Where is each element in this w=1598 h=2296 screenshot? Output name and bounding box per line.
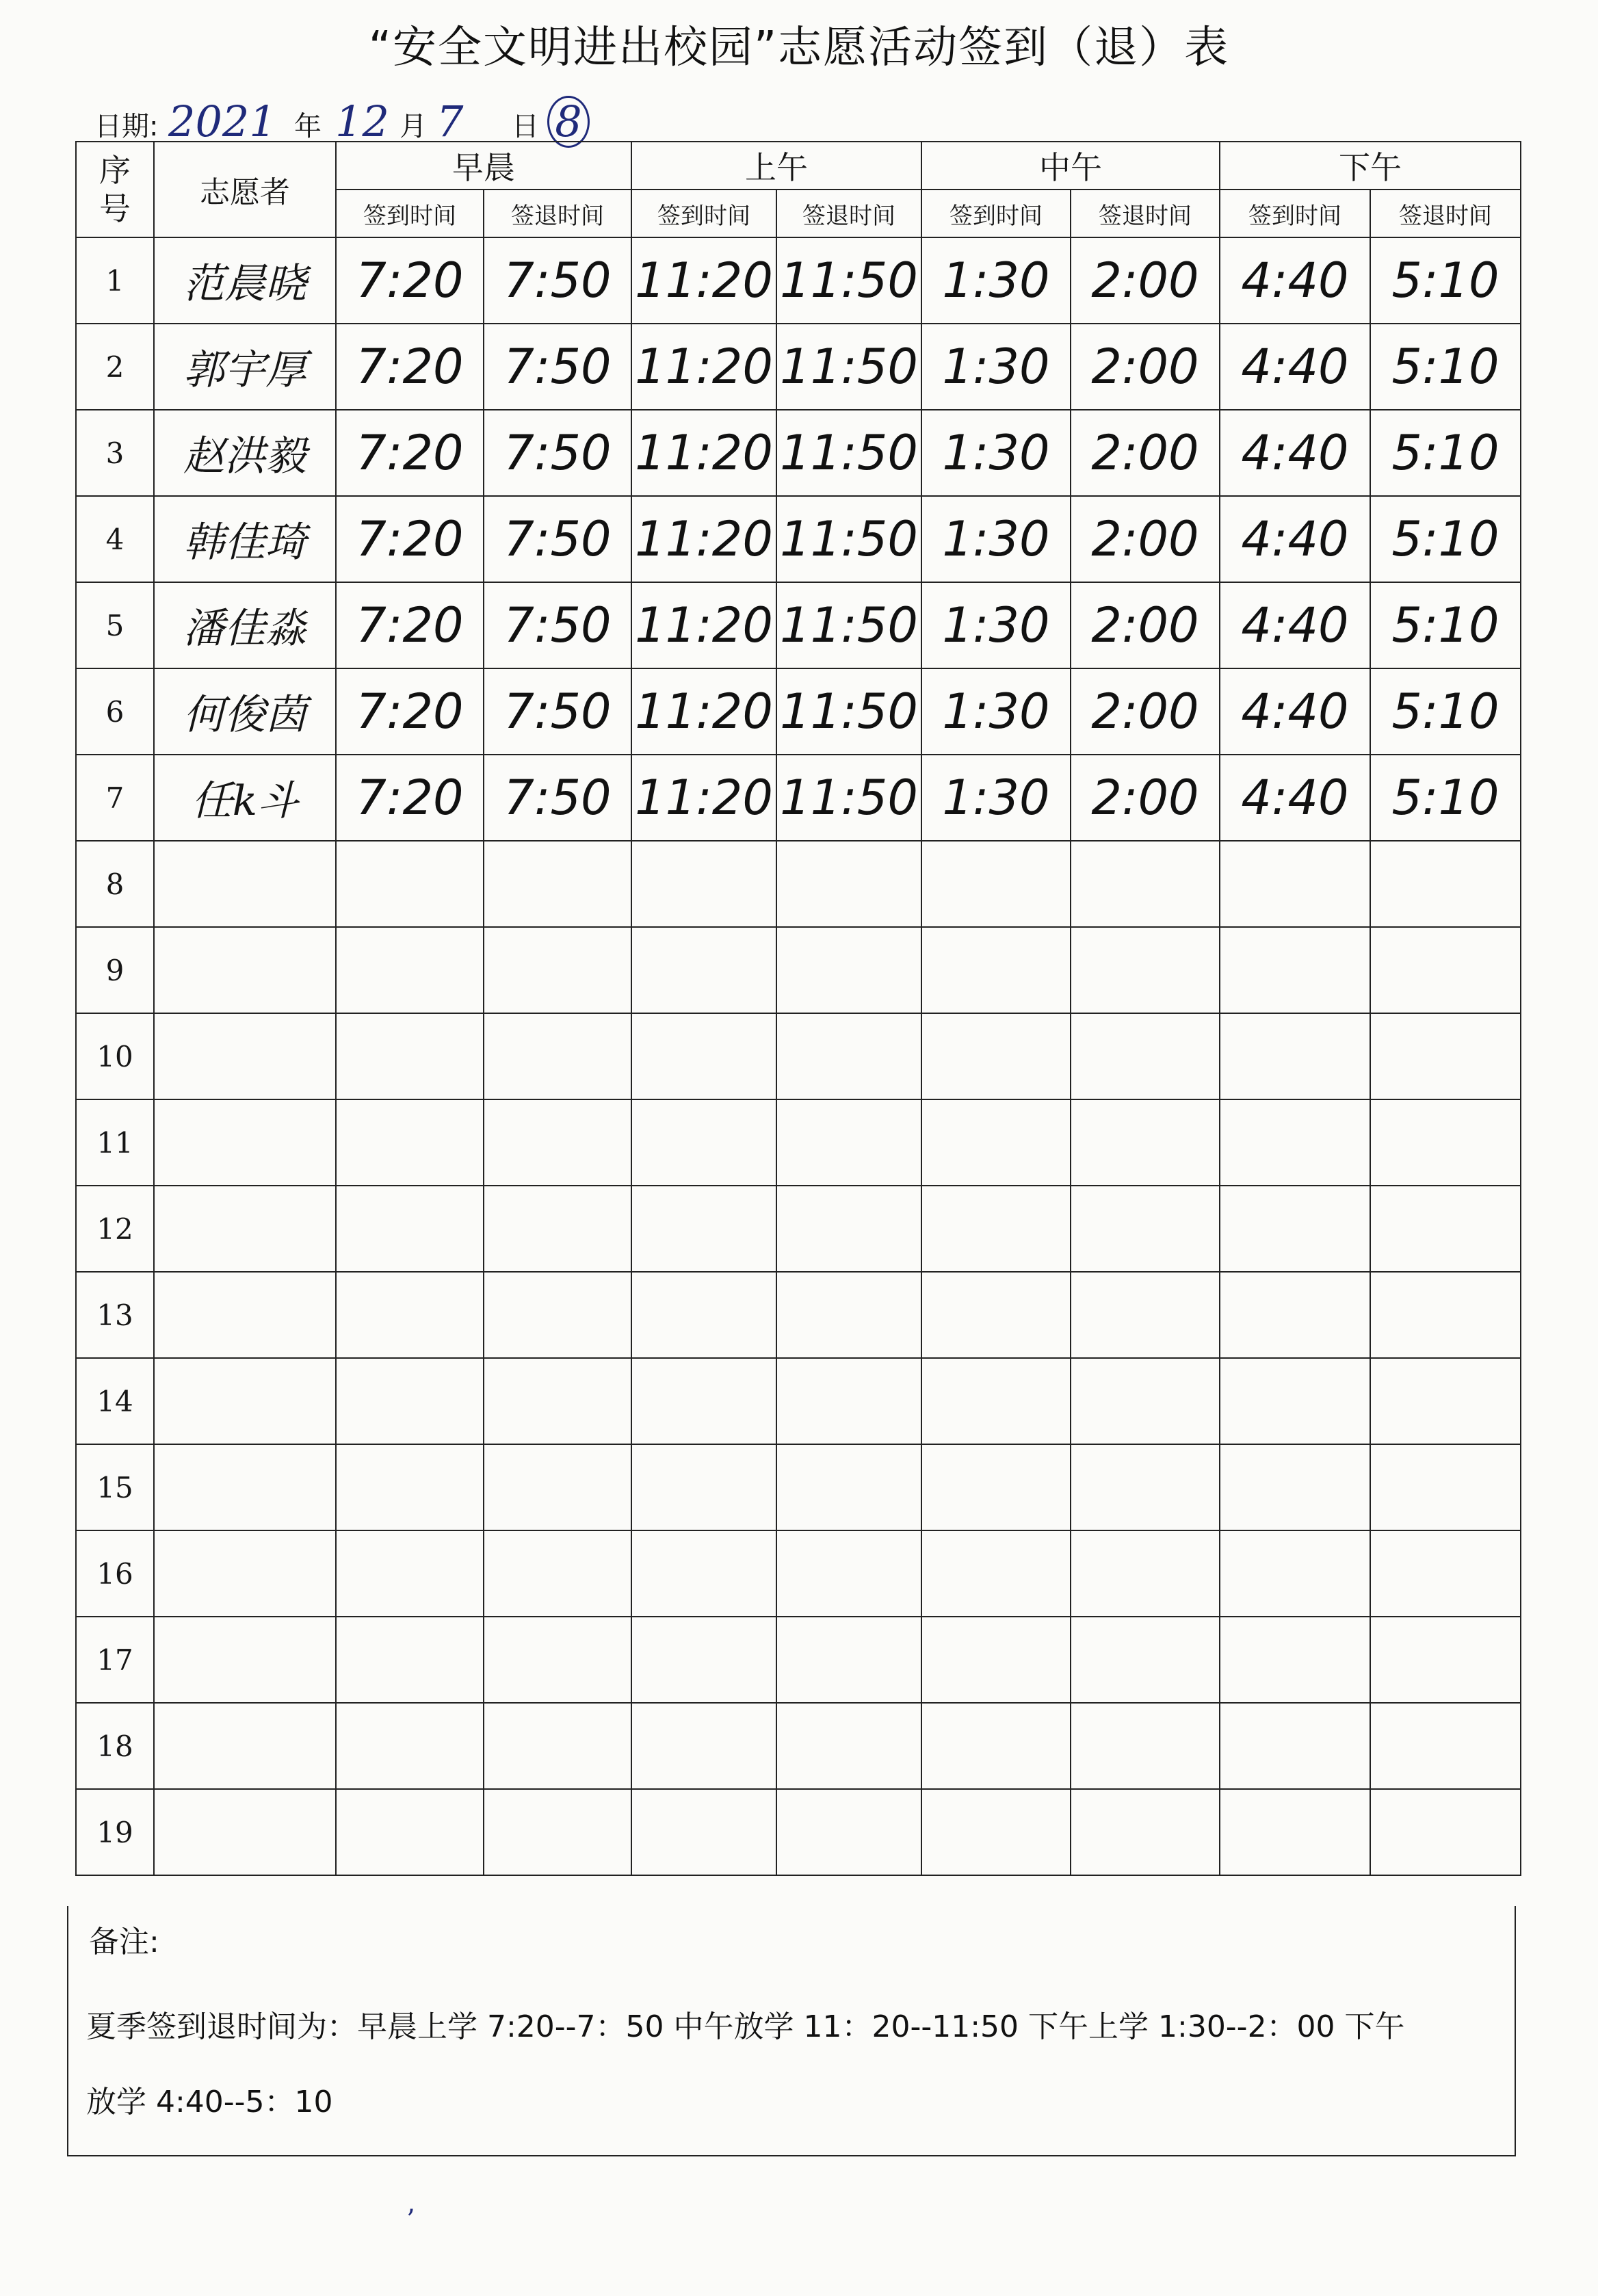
row-index: 14	[76, 1358, 154, 1444]
sign-in-time	[921, 1272, 1071, 1358]
sign-out-time: 2:00	[1071, 668, 1220, 755]
sign-in-time: 1:30	[921, 582, 1071, 668]
sign-out-time	[776, 1617, 921, 1703]
volunteer-name	[154, 1186, 336, 1272]
sign-out-time	[484, 1186, 631, 1272]
sign-in-time: 7:20	[336, 237, 484, 324]
row-index: 1	[76, 237, 154, 324]
date-month-value: 12	[335, 96, 389, 146]
table-row	[76, 1186, 1521, 1272]
date-year-value: 2021	[168, 96, 276, 146]
volunteer-name	[154, 927, 336, 1013]
sign-in-time: 4:40	[1220, 668, 1370, 755]
sign-in-time	[921, 1186, 1071, 1272]
row-index: 2	[76, 324, 154, 410]
sign-in-time: 11:20	[631, 410, 776, 496]
sign-out-time	[776, 1703, 921, 1789]
sign-in-time: 7:20	[336, 668, 484, 755]
sign-in-header: 签到时间	[336, 190, 484, 237]
sign-in-time: 1:30	[921, 496, 1071, 582]
sign-in-time	[336, 1789, 484, 1875]
volunteer-name: 任k斗	[154, 755, 336, 841]
sign-out-time	[484, 1272, 631, 1358]
volunteer-name: 郭宇厚	[154, 324, 336, 410]
sign-in-time	[921, 1789, 1071, 1875]
table-row	[76, 1703, 1521, 1789]
sign-out-time	[1071, 1789, 1220, 1875]
sign-in-time: 1:30	[921, 755, 1071, 841]
sign-out-time	[776, 927, 921, 1013]
volunteer-name	[154, 1703, 336, 1789]
sign-in-time: 1:30	[921, 668, 1071, 755]
date-day-circled: 8	[547, 96, 590, 148]
table-row	[76, 1530, 1521, 1617]
sign-out-time	[1071, 1703, 1220, 1789]
sign-in-time	[336, 1272, 484, 1358]
sign-out-time	[484, 1617, 631, 1703]
sign-out-time	[776, 1530, 921, 1617]
volunteer-name	[154, 1617, 336, 1703]
volunteer-name	[154, 1530, 336, 1617]
sign-out-time: 11:50	[776, 496, 921, 582]
sign-in-time	[336, 1099, 484, 1186]
sign-in-time: 4:40	[1220, 237, 1370, 324]
sign-out-time	[1370, 1013, 1521, 1099]
sign-in-time	[631, 1444, 776, 1530]
sign-in-time: 1:30	[921, 410, 1071, 496]
sign-in-time	[631, 1099, 776, 1186]
sign-out-time: 5:10	[1370, 755, 1521, 841]
table-row	[76, 668, 1521, 755]
sign-out-time: 2:00	[1071, 496, 1220, 582]
sign-out-time	[1370, 841, 1521, 927]
sign-out-time: 5:10	[1370, 582, 1521, 668]
sign-out-time: 11:50	[776, 755, 921, 841]
sign-in-time: 11:20	[631, 237, 776, 324]
notes-line-1: 夏季签到退时间为：早晨上学 7:20--7：50 中午放学 11：20--11:50 下午上学 1:30--2：00 下午	[86, 2009, 1405, 2044]
sign-out-time	[1071, 1530, 1220, 1617]
sign-in-time	[921, 1530, 1071, 1617]
table-row	[76, 237, 1521, 324]
notes-box	[67, 1906, 1516, 2156]
table-row	[76, 1013, 1521, 1099]
date-month-label: 月	[400, 111, 427, 142]
sign-out-time	[1071, 927, 1220, 1013]
sign-in-time: 4:40	[1220, 496, 1370, 582]
sign-out-time	[1370, 1789, 1521, 1875]
sign-in-time: 7:20	[336, 496, 484, 582]
table-row	[76, 1272, 1521, 1358]
sign-in-time: 1:30	[921, 324, 1071, 410]
row-index: 4	[76, 496, 154, 582]
sign-in-time	[631, 1186, 776, 1272]
sign-in-time	[631, 1358, 776, 1444]
index-header	[76, 142, 154, 237]
table-row	[76, 1617, 1521, 1703]
sign-in-time	[631, 927, 776, 1013]
row-index: 5	[76, 582, 154, 668]
sign-out-time	[1370, 1272, 1521, 1358]
sign-in-time: 4:40	[1220, 410, 1370, 496]
table-row	[76, 410, 1521, 496]
sign-in-time	[631, 1789, 776, 1875]
sign-out-time: 11:50	[776, 237, 921, 324]
table-row	[76, 496, 1521, 582]
index-header-text: 序号	[99, 152, 131, 227]
table-body	[76, 237, 1521, 1875]
sign-in-time	[921, 927, 1071, 1013]
volunteer-name	[154, 1272, 336, 1358]
sign-in-time: 7:20	[336, 324, 484, 410]
volunteer-name	[154, 841, 336, 927]
sign-out-time	[484, 1358, 631, 1444]
sign-in-time: 7:20	[336, 755, 484, 841]
sign-out-time	[776, 1358, 921, 1444]
sign-out-time: 7:50	[484, 410, 631, 496]
period-header-afternoon: 下午	[1220, 142, 1521, 190]
sign-in-time	[336, 1617, 484, 1703]
sign-out-time: 11:50	[776, 582, 921, 668]
sign-in-time	[336, 1530, 484, 1617]
sign-in-time	[631, 1530, 776, 1617]
row-index: 10	[76, 1013, 154, 1099]
volunteer-name: 赵洪毅	[154, 410, 336, 496]
row-index: 8	[76, 841, 154, 927]
sign-out-time: 2:00	[1071, 755, 1220, 841]
sign-in-time	[921, 1617, 1071, 1703]
sign-in-time: 11:20	[631, 668, 776, 755]
sign-out-time: 5:10	[1370, 324, 1521, 410]
sign-out-time	[776, 1013, 921, 1099]
sign-out-time	[1071, 1444, 1220, 1530]
row-index: 16	[76, 1530, 154, 1617]
sign-in-time	[336, 1358, 484, 1444]
row-index: 15	[76, 1444, 154, 1530]
sign-out-time	[484, 1013, 631, 1099]
sign-out-time: 7:50	[484, 496, 631, 582]
table-row	[76, 1099, 1521, 1186]
sign-out-time: 11:50	[776, 410, 921, 496]
sign-in-time: 1:30	[921, 237, 1071, 324]
sign-in-time	[336, 1703, 484, 1789]
sign-out-time	[484, 841, 631, 927]
sign-out-time: 7:50	[484, 582, 631, 668]
sign-in-time	[921, 1013, 1071, 1099]
sign-out-time	[1071, 1272, 1220, 1358]
sign-in-time	[1220, 1186, 1370, 1272]
sign-out-time	[1370, 1358, 1521, 1444]
sign-in-time	[1220, 1617, 1370, 1703]
sign-in-time	[1220, 1358, 1370, 1444]
sign-out-time: 2:00	[1071, 237, 1220, 324]
date-day-label: 日	[512, 111, 539, 142]
sign-out-time	[1071, 1099, 1220, 1186]
sign-out-time	[1071, 841, 1220, 927]
sign-in-time	[921, 1703, 1071, 1789]
date-day-value: 7	[436, 96, 464, 146]
signin-table	[75, 141, 1521, 1876]
sign-out-header: 签退时间	[484, 190, 631, 237]
volunteer-name: 范晨晓	[154, 237, 336, 324]
sign-in-time	[921, 1099, 1071, 1186]
sign-out-time	[776, 841, 921, 927]
sign-in-time	[336, 1186, 484, 1272]
sign-out-time	[776, 1272, 921, 1358]
sign-out-time: 2:00	[1071, 410, 1220, 496]
notes-label: 备注:	[89, 1925, 159, 1959]
sign-out-time	[1071, 1186, 1220, 1272]
sign-out-time	[1071, 1013, 1220, 1099]
sign-in-time	[921, 1444, 1071, 1530]
sign-out-time: 5:10	[1370, 410, 1521, 496]
volunteer-name	[154, 1789, 336, 1875]
sign-out-time	[484, 1530, 631, 1617]
sign-out-time: 11:50	[776, 324, 921, 410]
sign-out-time	[484, 927, 631, 1013]
table-row	[76, 582, 1521, 668]
sign-in-header: 签到时间	[1220, 190, 1370, 237]
table-row	[76, 324, 1521, 410]
sign-in-time	[1220, 1099, 1370, 1186]
sign-in-time	[631, 1617, 776, 1703]
sign-out-time	[776, 1186, 921, 1272]
table-row	[76, 841, 1521, 927]
sign-out-time	[484, 1099, 631, 1186]
volunteer-name	[154, 1444, 336, 1530]
sign-in-time	[1220, 1013, 1370, 1099]
volunteer-header: 志愿者	[154, 142, 336, 237]
form-title: “安全文明进出校园”志愿活动签到（退）表	[368, 23, 1230, 73]
period-header-forenoon: 上午	[631, 142, 921, 190]
sign-out-time	[1370, 927, 1521, 1013]
period-header-morning: 早晨	[336, 142, 631, 190]
sign-in-time	[1220, 927, 1370, 1013]
sign-out-time	[484, 1703, 631, 1789]
row-index: 17	[76, 1617, 154, 1703]
sign-out-time	[1071, 1358, 1220, 1444]
sign-out-time: 7:50	[484, 755, 631, 841]
date-label: 日期:	[94, 111, 159, 142]
volunteer-name: 潘佳淼	[154, 582, 336, 668]
table-row	[76, 1789, 1521, 1875]
sign-in-time	[631, 1703, 776, 1789]
sign-out-time: 5:10	[1370, 237, 1521, 324]
row-index: 19	[76, 1789, 154, 1875]
sign-in-time: 4:40	[1220, 582, 1370, 668]
sign-in-time: 4:40	[1220, 324, 1370, 410]
row-index: 11	[76, 1099, 154, 1186]
volunteer-name: 韩佳琦	[154, 496, 336, 582]
sign-in-time: 7:20	[336, 410, 484, 496]
sign-in-time	[631, 1013, 776, 1099]
sign-out-time: 2:00	[1071, 582, 1220, 668]
sign-out-time: 11:50	[776, 668, 921, 755]
sign-out-header: 签退时间	[776, 190, 921, 237]
sign-in-time: 11:20	[631, 324, 776, 410]
sign-out-time: 5:10	[1370, 668, 1521, 755]
notes-line-2: 放学 4:40--5：10	[86, 2085, 333, 2119]
sign-in-time: 11:20	[631, 496, 776, 582]
sign-out-time	[1370, 1099, 1521, 1186]
period-header-noon: 中午	[921, 142, 1220, 190]
sign-out-time: 7:50	[484, 324, 631, 410]
sign-in-time	[336, 1444, 484, 1530]
volunteer-name	[154, 1358, 336, 1444]
sign-in-time: 7:20	[336, 582, 484, 668]
volunteer-name: 何俊茵	[154, 668, 336, 755]
sign-in-time: 11:20	[631, 582, 776, 668]
sign-in-time: 11:20	[631, 755, 776, 841]
row-index: 18	[76, 1703, 154, 1789]
sign-in-time	[1220, 1703, 1370, 1789]
ink-mark: ’	[406, 2204, 415, 2236]
sign-in-time	[921, 1358, 1071, 1444]
sign-in-time	[631, 841, 776, 927]
sign-out-time	[1370, 1530, 1521, 1617]
table-row	[76, 1358, 1521, 1444]
table-row	[76, 755, 1521, 841]
volunteer-name	[154, 1099, 336, 1186]
sign-in-header: 签到时间	[631, 190, 776, 237]
date-year-label: 年	[294, 111, 322, 142]
sign-in-time	[1220, 1444, 1370, 1530]
sign-out-time	[1370, 1703, 1521, 1789]
sign-out-time	[1370, 1186, 1521, 1272]
sign-out-time: 7:50	[484, 668, 631, 755]
row-index: 12	[76, 1186, 154, 1272]
sign-out-time: 5:10	[1370, 496, 1521, 582]
sign-out-time	[776, 1444, 921, 1530]
sign-in-time	[921, 841, 1071, 927]
sign-out-time	[484, 1789, 631, 1875]
sign-in-header: 签到时间	[921, 190, 1071, 237]
sign-out-time: 7:50	[484, 237, 631, 324]
sign-in-time	[1220, 841, 1370, 927]
sign-in-time	[631, 1272, 776, 1358]
sign-out-time	[1071, 1617, 1220, 1703]
table-row	[76, 927, 1521, 1013]
row-index: 13	[76, 1272, 154, 1358]
row-index: 3	[76, 410, 154, 496]
sign-in-time	[336, 841, 484, 927]
sign-out-header: 签退时间	[1370, 190, 1521, 237]
row-index: 9	[76, 927, 154, 1013]
volunteer-name	[154, 1013, 336, 1099]
sign-out-time	[1370, 1617, 1521, 1703]
sign-in-time: 4:40	[1220, 755, 1370, 841]
sign-out-time	[484, 1444, 631, 1530]
sign-out-time	[776, 1789, 921, 1875]
sign-out-time	[1370, 1444, 1521, 1530]
sign-in-time	[336, 927, 484, 1013]
sign-out-time: 2:00	[1071, 324, 1220, 410]
row-index: 7	[76, 755, 154, 841]
row-index: 6	[76, 668, 154, 755]
sign-out-time	[776, 1099, 921, 1186]
sign-in-time	[1220, 1530, 1370, 1617]
sign-in-time	[1220, 1272, 1370, 1358]
sign-in-time	[1220, 1789, 1370, 1875]
sign-in-time	[336, 1013, 484, 1099]
table-row	[76, 1444, 1521, 1530]
sign-out-header: 签退时间	[1071, 190, 1220, 237]
